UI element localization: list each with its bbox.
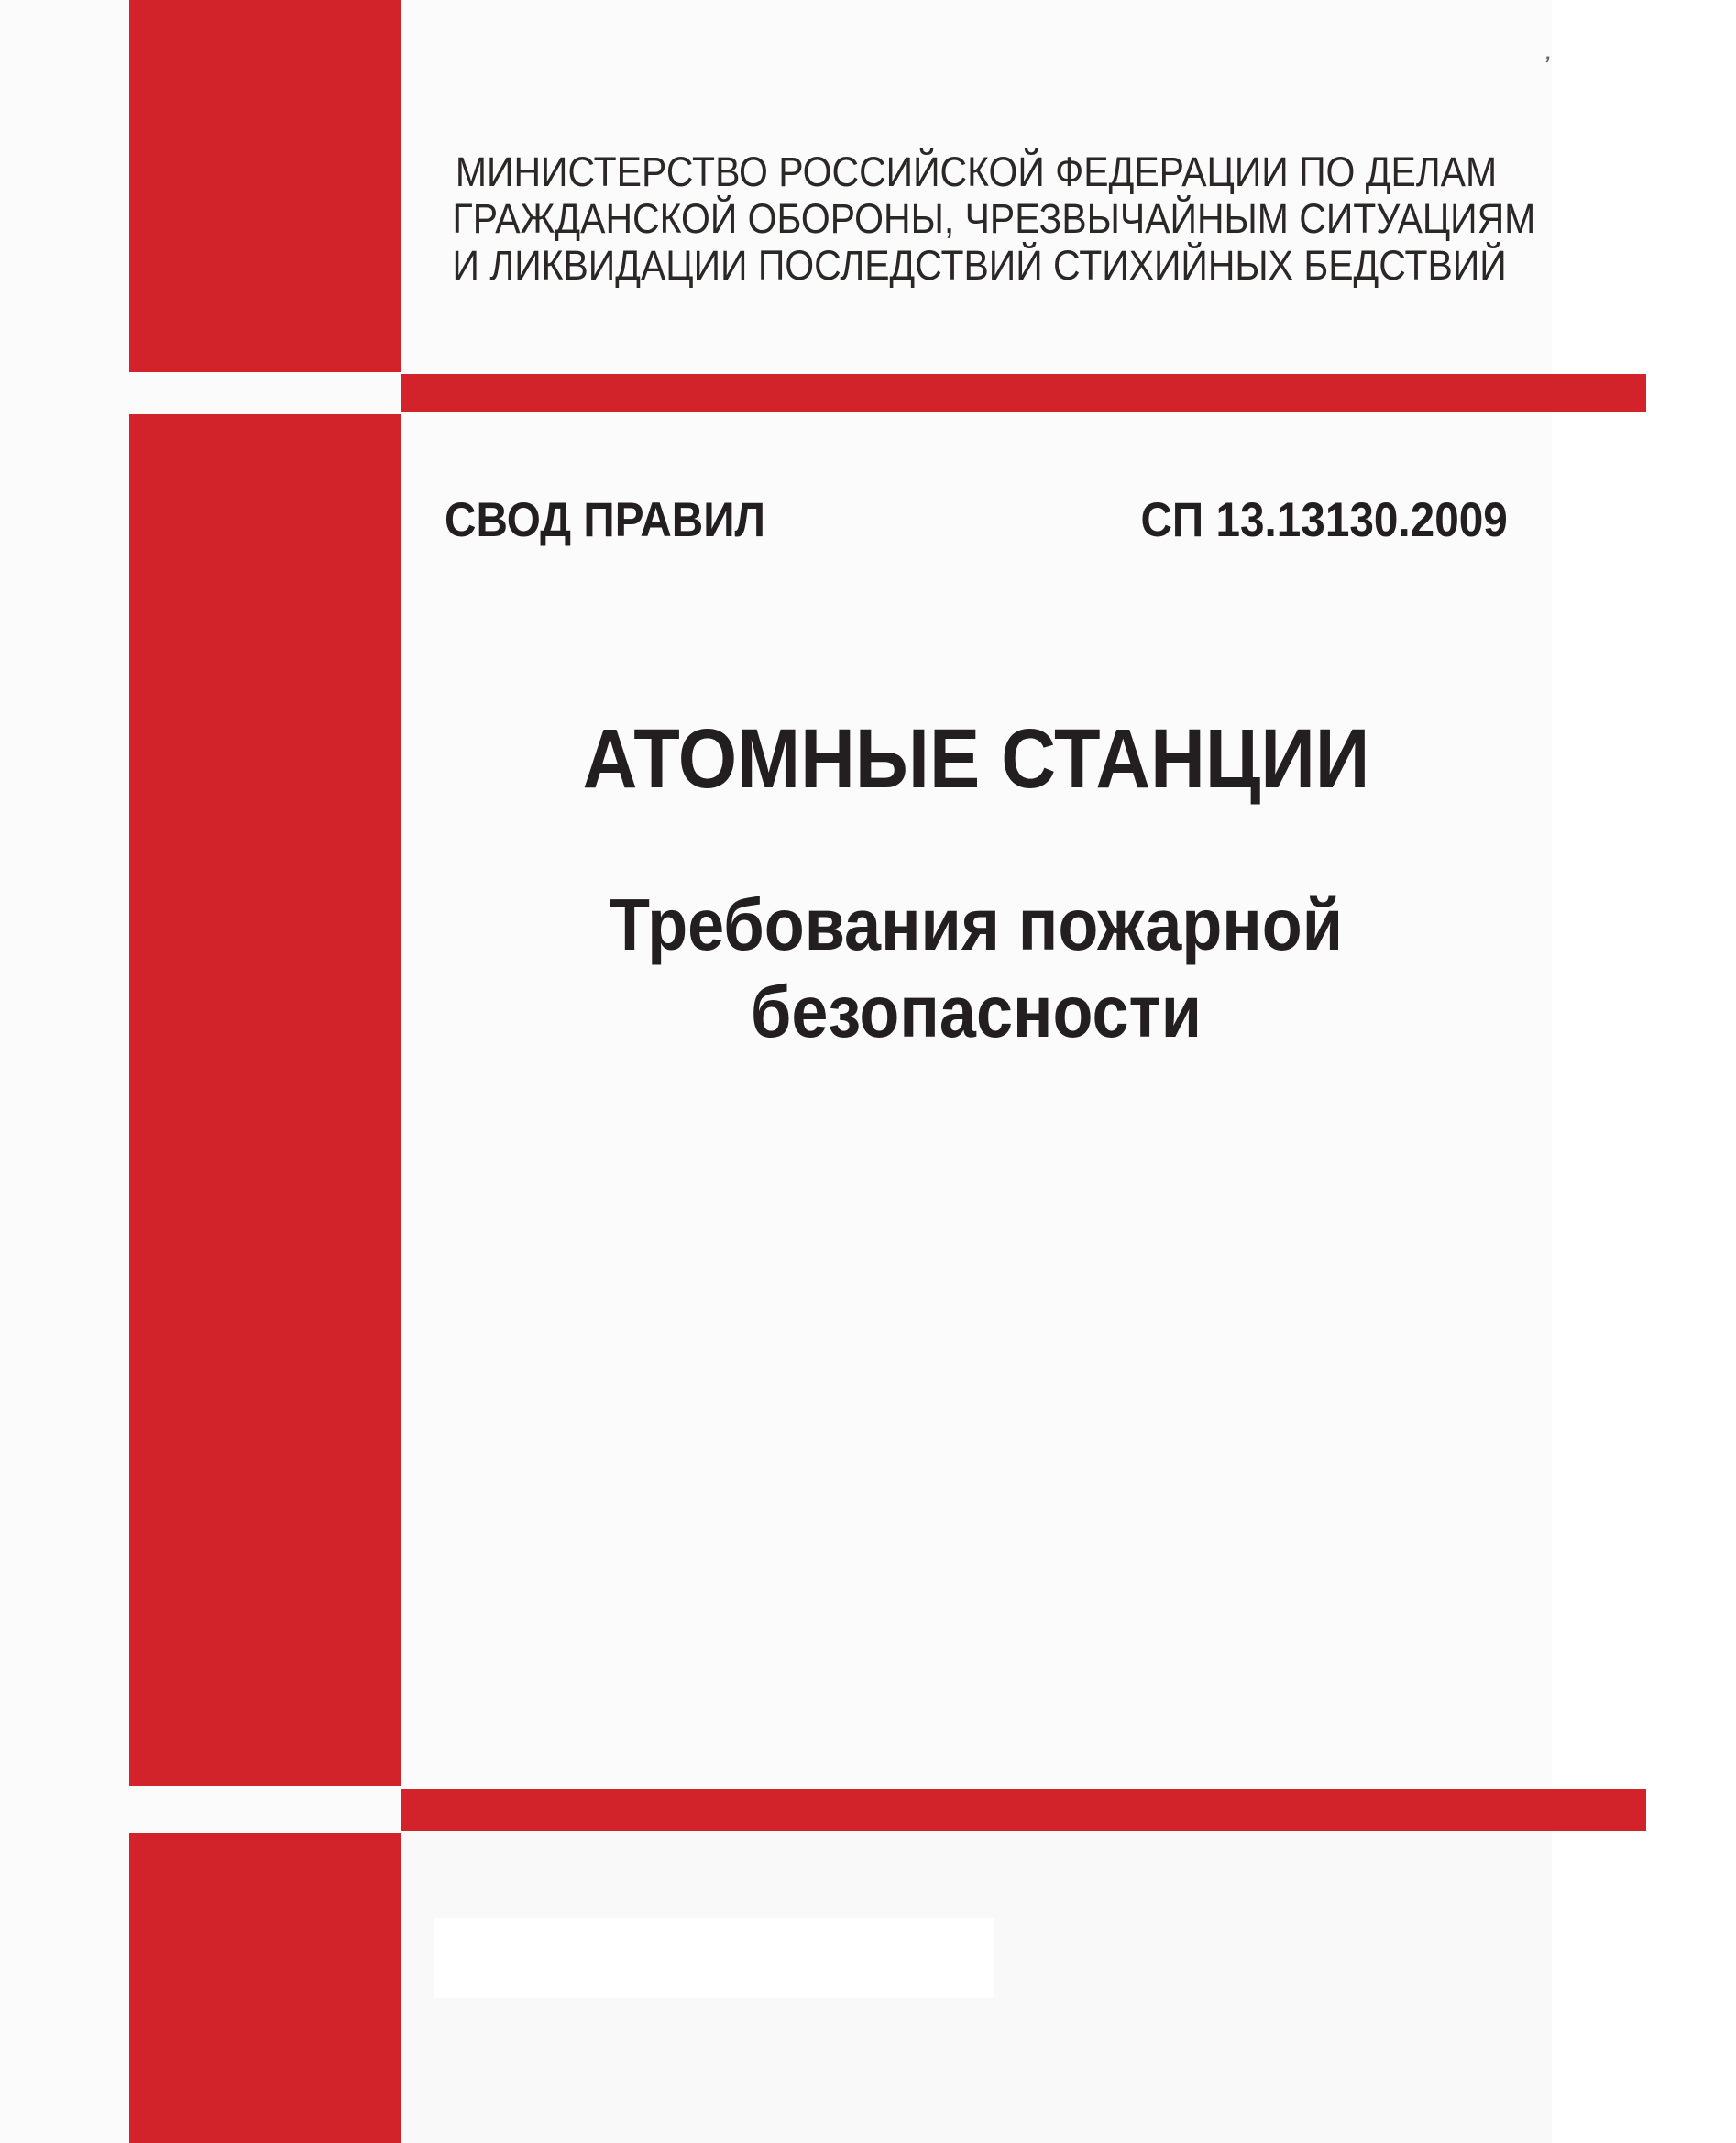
- doc-code: СП 13.13130.2009: [1140, 493, 1508, 547]
- ministry-header-line: ГРАЖДАНСКОЙ ОБОРОНЫ, ЧРЕЗВЫЧАЙНЫМ СИТУАЦИЯМ: [452, 195, 1536, 242]
- ministry-header-line: И ЛИКВИДАЦИИ ПОСЛЕДСТВИЙ СТИХИЙНЫХ БЕДСТВИЙ: [452, 242, 1507, 289]
- doc-subtitle-line: безопасности: [750, 971, 1203, 1052]
- scan-artifact-mark: ’: [1541, 50, 1553, 82]
- designation-row: [401, 493, 1552, 547]
- white-rectangle: [434, 1918, 994, 1998]
- left-red-bar-top-segment: [129, 0, 401, 372]
- bottom-red-bar: [401, 1789, 1646, 1831]
- ministry-header: [452, 148, 1536, 289]
- top-red-bar: [401, 374, 1646, 412]
- left-red-bar-bottom-segment: [129, 1833, 401, 2143]
- left-red-bar-middle-segment: [129, 414, 401, 1786]
- doc-subtitle-line: Требования пожарной: [609, 884, 1344, 965]
- ministry-header-line: МИНИСТЕРСТВО РОССИЙСКОЙ ФЕДЕРАЦИИ ПО ДЕЛАМ: [455, 148, 1498, 195]
- doc-title: АТОМНЫЕ СТАНЦИИ: [582, 712, 1370, 806]
- doc-type-label: СВОД ПРАВИЛ: [445, 493, 765, 547]
- doc-subtitle: [458, 881, 1494, 1055]
